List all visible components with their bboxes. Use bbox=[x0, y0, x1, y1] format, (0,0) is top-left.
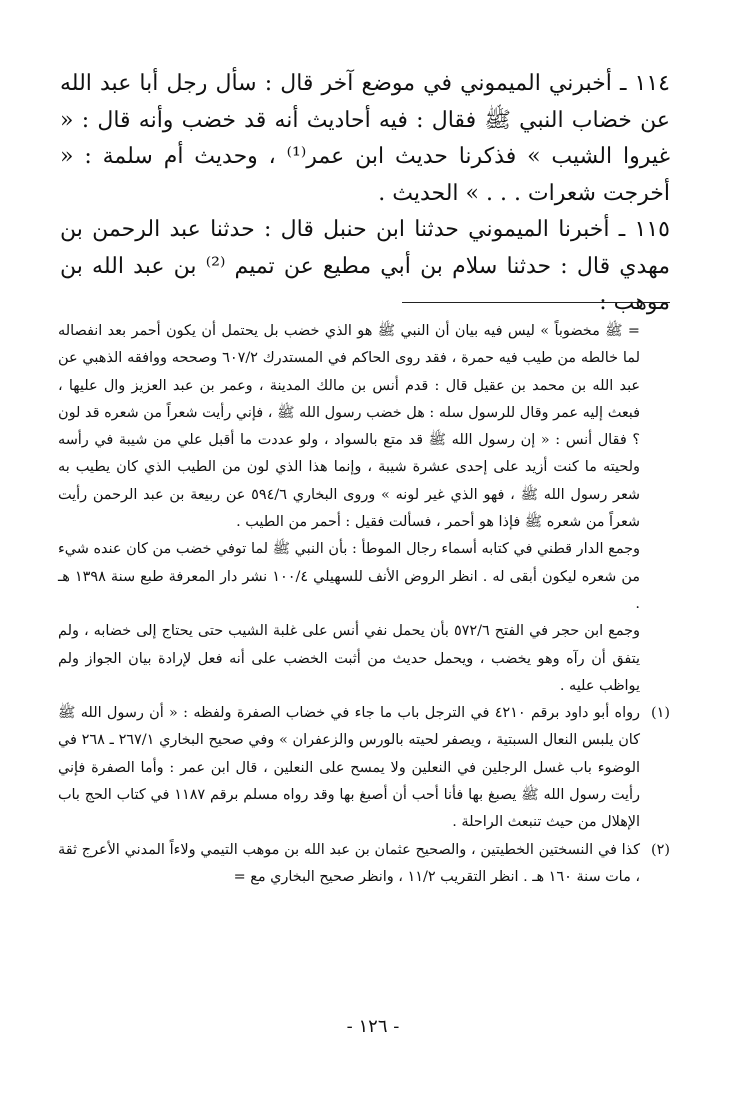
footnote-1 bbox=[58, 700, 670, 836]
footnote-separator bbox=[402, 302, 670, 303]
footnote-2-marker: (٢) bbox=[651, 841, 670, 858]
main-text bbox=[60, 66, 670, 322]
page-number: - ١٢٦ - bbox=[346, 1016, 400, 1037]
footnotes bbox=[58, 318, 670, 891]
footnote-1-text: رواه أبو داود برقم ٤٢١٠ في الترجل باب ما جاء في خضاب الصفرة ولفظه : « أن رسول الله ﷺ كان يلبس النعال السبتية ، ويصفر لحيته بالورس والزعفران » وفي صحيح البخاري ٢٦٧/١ ـ ٢٦٨ في الوضوء باب غسل الرجلين في النعلين ولا يمسح على النعلين ، قال ابن عمر : وأما الصفرة فإني رأيت رسول الله ﷺ يصبغ بها فأنا أحب أن أصبغ بها وقد رواه مسلم برقم ١١٨٧ في كتاب الحج باب الإهلال من حيث تنبعث الراحلة . bbox=[58, 705, 641, 831]
paragraph-115: ١١٥ ـ أخبرنا الميموني حدثنا ابن حنبل قال : حدثنا عبد الرحمن بن مهدي قال : حدثنا سلام بن أبي مطيع عن تميم ⁽²⁾ بن عبد الله بن موهب : bbox=[60, 217, 670, 315]
footnote-continuation-1: = ﷺ مخضوباً » ليس فيه بيان أن النبي ﷺ هو الذي خضب بل يحتمل أن يكون أحمر بعد انفصاله لما خالطه من طيب فيه حمرة ، فقد روى الحاكم في المستدرك ٦٠٧/٢ وصححه ووافقه الذهبي عن عبد الله بن محمد بن عقيل قال : قدم أنس بن مالك المدينة ، وعمر بن عبد العزيز وال عليها ، فبعث إليه عمر وقال للرسول سله : هل خضب رسول الله ﷺ ، فإني رأيت شعراً من شعره قد لون ؟ فقال أنس : « إن رسول الله ﷺ قد متع بالسواد ، ولو عددت ما أقبل علي من شيبة في رأسه ولحيته ما كنت أزيد على إحدى عشرة شيبة ، وإنما هذا الذي لون من الطيب الذي كان يطيب به شعر رسول الله ﷺ ، فهو الذي غير لونه » وروى البخاري ٥٩٤/٦ عن ربيعة بن عبد الرحمن رأيت شعراً من شعره ﷺ فإذا هو أحمر ، فسألت فقيل : أحمر من الطيب . bbox=[58, 323, 641, 531]
footnote-2-text: كذا في النسختين الخطيتين ، والصحيح عثمان بن عبد الله بن موهب التيمي ولاءاً المدني الأعرج ثقة ، مات سنة ١٦٠ هـ . انظر التقريب ١١/٢ ، وانظر صحيح البخاري مع = bbox=[58, 841, 640, 885]
footnote-2 bbox=[58, 837, 670, 892]
paragraph-114: ١١٤ ـ أخبرني الميموني في موضع آخر قال : سأل رجل أبا عبد الله عن خضاب النبي ﷺ فقال : فيه أحاديث أنه قد خضب وأنه قال : « غيروا الشيب » فذكرنا حديث ابن عمر⁽¹⁾ ، وحديث أم سلمة : « أخرجت شعرات . . . » الحديث . bbox=[60, 71, 670, 206]
footnote-continuation-3: وجمع ابن حجر في الفتح ٥٧٢/٦ بأن يحمل نفي أنس على غلبة الشيب حتى يحتاج إلى خضابه ، ولم يتفق أن رآه وهو يخضب ، ويحمل حديث من أثبت الخضب على أنه فعل لإرادة بيان الجواز ولم يواظب عليه . bbox=[58, 623, 640, 694]
footnote-continuation-2: وجمع الدار قطني في كتابه أسماء رجال الموطأ : بأن النبي ﷺ لما توفي خضب من كان عنده شيء من شعره ليكون أبقى له . انظر الروض الأنف للسهيلي ١٠٠/٤ نشر دار المعرفة طبع سنة ١٣٩٨ هـ . bbox=[58, 541, 640, 612]
footnote-1-marker: (١) bbox=[651, 705, 670, 722]
